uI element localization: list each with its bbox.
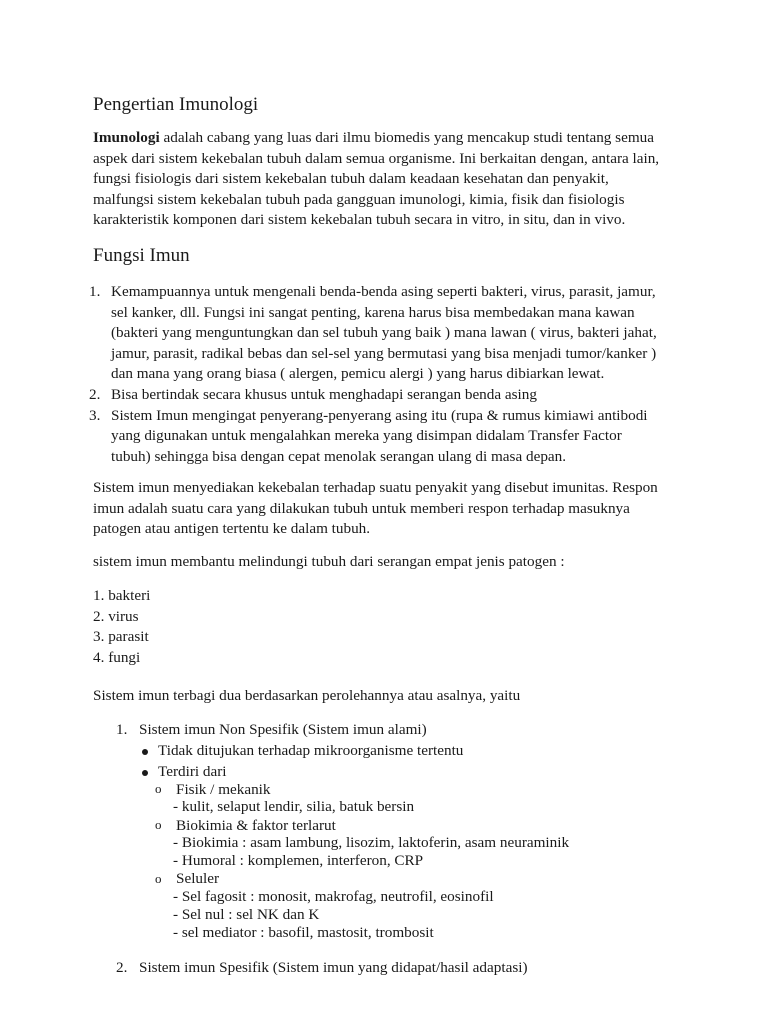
sub-item-detail: - Humoral : komplemen, interferon, CRP bbox=[173, 852, 424, 869]
page-title: Pengertian Imunologi bbox=[93, 94, 259, 115]
sub-item-label: Biokimia & faktor terlarut bbox=[176, 817, 336, 834]
intro-paragraph bbox=[93, 128, 713, 231]
bullet-icon bbox=[140, 762, 150, 782]
list-item: 4. fungi bbox=[93, 648, 141, 666]
list-item: 1. Kemampuannya untuk mengenali benda-benda asing seperti bakteri, virus, parasit, jamur, sel kanker, dll. Fungsi ini sangat penting, karena harus bisa membedakan mana kawan (bakteri yang menguntungkan dan sel tubuh yang baik ) mana lawan ( virus, bakteri jahat, jamur, parasit, radikal bebas dan sel-sel yang bermutasi yang bisa menjadi tumor/kanker ) dan mana yang orang biasa ( alergen, pemicu alergi ) yang harus dibiarkan lewat. bbox=[89, 283, 657, 383]
intro-line: adalah cabang yang luas dari ilmu biomedis yang mencakup studi tentang semua bbox=[159, 129, 654, 146]
circle-marker-icon: o bbox=[155, 817, 162, 832]
list-item: 3. parasit bbox=[93, 628, 149, 646]
bullet-item: Terdiri dari bbox=[158, 763, 227, 780]
list-item: 3. Sistem Imun mengingat penyerang-penyerang asing itu (rupa & rumus kimiawi antibodi yang digunakan untuk mengalahkan mereka yang disimpan didalam Transfer Factor tubuh) sehingga bisa dengan cepat menolak serangan ulang di masa depan. bbox=[89, 406, 648, 465]
respon-paragraph: Sistem imun menyediakan kekebalan terhadap suatu penyakit yang disebut imunitas. Respon imun adalah suatu cara yang dilakukan tubuh untuk memberi respon terhadap masuknya patogen atau antigen tertentu ke dalam tubuh. bbox=[93, 479, 658, 538]
patogen-intro: sistem imun membantu melindungi tubuh dari serangan empat jenis patogen : bbox=[93, 553, 565, 570]
intro-line: fungsi fisiologis dari sistem kekebalan tubuh dalam keadaan kesehatan dan penyakit, bbox=[93, 170, 609, 188]
intro-line: malfungsi sistem kekebalan tubuh pada gangguan imunologi, kimia, fisik dan fisiologis bbox=[93, 190, 625, 208]
sub-item-detail: - Sel nul : sel NK dan K bbox=[173, 906, 320, 923]
list-item: 2. virus bbox=[93, 607, 139, 625]
intro-line: karakteristik komponen dari sistem kekebalan tubuh secara in vitro, in situ, dan in vivo. bbox=[93, 211, 626, 229]
bullet-icon bbox=[140, 741, 150, 761]
sub-item-detail: - Sel fagosit : monosit, makrofag, neutrofil, eosinofil bbox=[173, 888, 494, 905]
list-item: 1. bakteri bbox=[93, 587, 151, 604]
list-number: 2. bbox=[116, 959, 128, 976]
terbagi-paragraph: Sistem imun terbagi dua berdasarkan perolehannya atau asalnya, yaitu bbox=[93, 687, 521, 704]
patogen-list bbox=[93, 586, 150, 668]
circle-marker-icon: o bbox=[155, 781, 162, 796]
sub-item-detail: - Biokimia : asam lambung, lisozim, laktoferin, asam neuraminik bbox=[173, 834, 570, 851]
spesifik-title: Sistem imun Spesifik (Sistem imun yang didapat/hasil adaptasi) bbox=[139, 959, 528, 976]
sub-item-detail: - sel mediator : basofil, mastosit, trombosit bbox=[173, 924, 434, 941]
list-number: 1. bbox=[116, 721, 128, 738]
nonspesifik-title: Sistem imun Non Spesifik (Sistem imun alami) bbox=[139, 721, 427, 738]
intro-line: aspek dari sistem kekebalan tubuh dalam semua organisme. Ini berkaitan dengan, antara lain, bbox=[93, 149, 660, 167]
intro-term: Imunologi bbox=[93, 129, 160, 146]
fungsi-list bbox=[0, 282, 768, 468]
sub-item-label: Fisik / mekanik bbox=[176, 781, 271, 798]
sub-item-label: Seluler bbox=[176, 870, 220, 887]
bullet-item: Tidak ditujukan terhadap mikroorganisme tertentu bbox=[158, 742, 464, 759]
list-item: 2. Bisa bertindak secara khusus untuk menghadapi serangan benda asing bbox=[89, 386, 537, 403]
section-heading: Fungsi Imun bbox=[93, 245, 190, 266]
circle-marker-icon: o bbox=[155, 871, 162, 886]
sub-item-detail: - kulit, selaput lendir, silia, batuk bersin bbox=[173, 798, 415, 815]
